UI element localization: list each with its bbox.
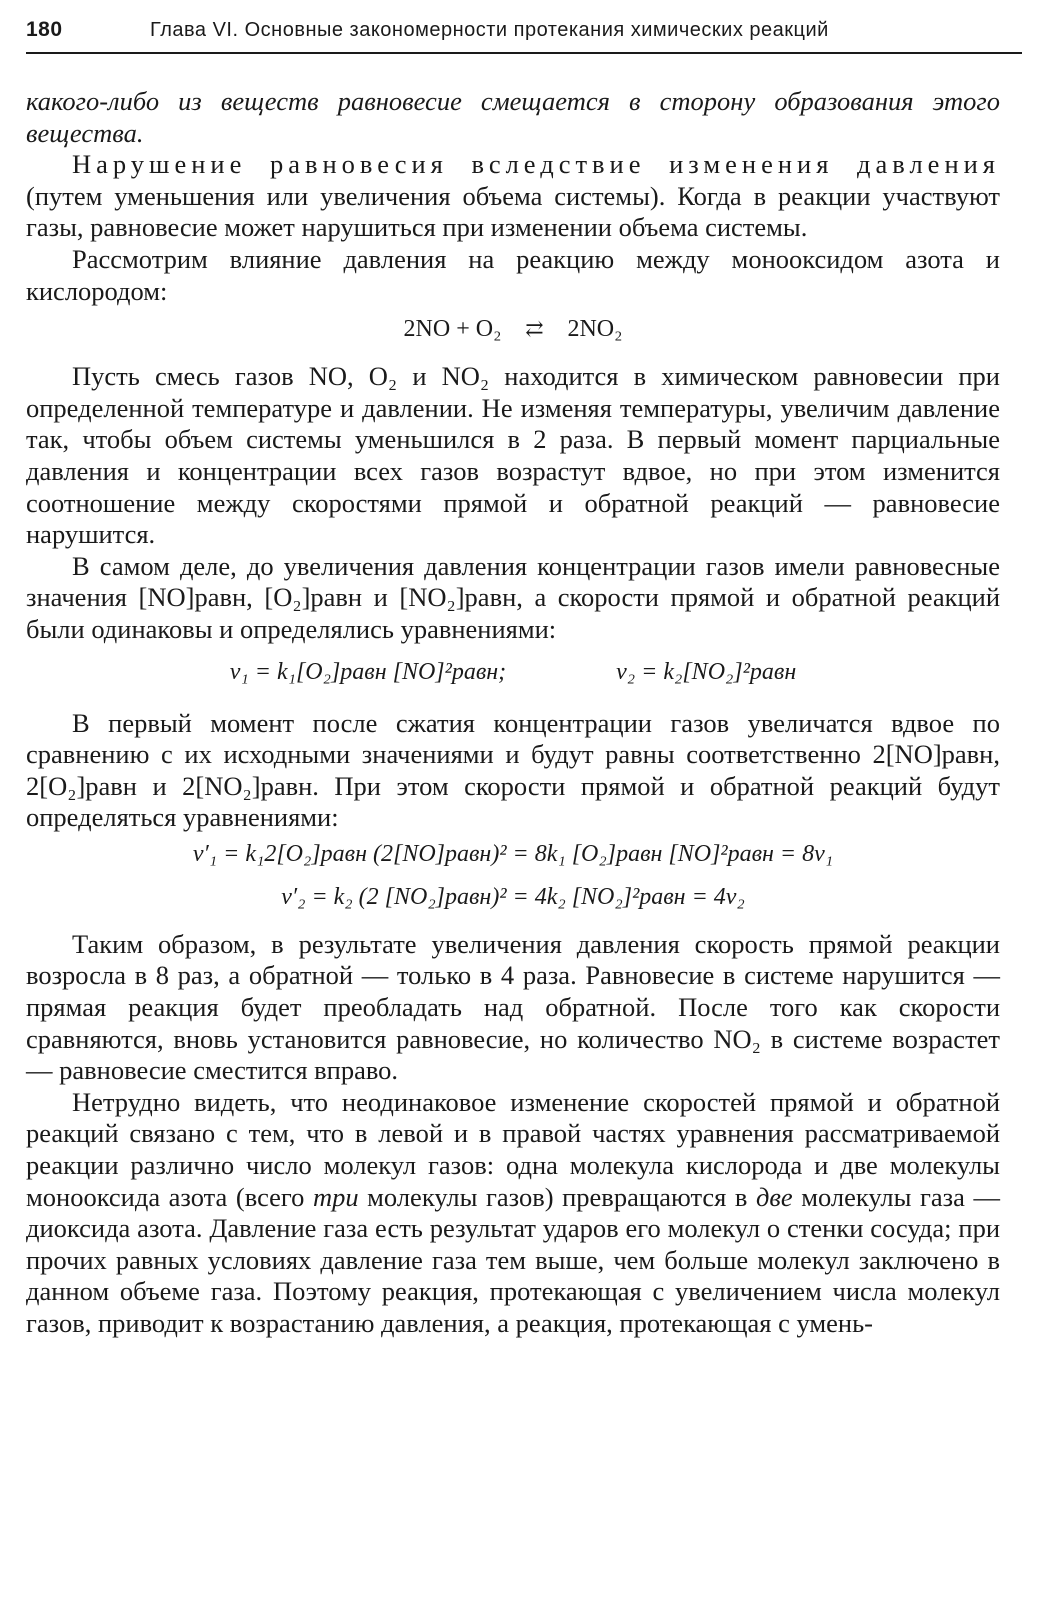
rate-equations	[26, 648, 1000, 708]
page-number: 180	[26, 18, 63, 41]
paragraph-after-compression: В первый момент после сжатия концентрации газов увеличатся вдвое по сравнению с их исходными значениями и будут равны соответственно 2[NO]равн, 2[O₂]равн и 2[NO₂]равн. При этом скорости прямой и обратной реакций будут определяться уравнениями:	[26, 707, 1000, 833]
page-header	[26, 18, 1022, 52]
paragraph-mixture: Пусть смесь газов NO, O₂ и NO₂ находится в химическом равновесии при определенной температуре и давлении. Не изменяя температуры, увеличим давление так, чтобы объем системы уменьшился в 2 раза. В первый момент парциальные давления и концентрации всех газов возрастут вдвое, но при этом изменится соотношение между скоростями прямой и обратной реакций — равновесие нарушится.	[26, 361, 1000, 550]
reaction-equation: 2NO + O₂ ⇄ 2NO₂	[26, 309, 1000, 361]
running-head: Глава VI. Основные закономерности протекания химических реакций	[150, 19, 829, 41]
paragraph-molecules: Нетрудно видеть, что неодинаковое изменение скоростей прямой и обратной реакций связано с тем, что в левой и в правой частях уравнения рассматриваемой реакции различно число молекул газов: одна молекула кислорода и две молекулы монооксида азота (всего три молекулы газов) превращаются в две молекулы газа — диоксида азота. Давление газа есть результат ударов его молекул о стенки сосуда; при прочих равных условиях давление газа тем выше, чем больше молекул заключено в данном объеме газа. Поэтому реакция, протекающая с увеличением числа молекул газов, приводит к возрастанию давления, а реакция, протекающая с умень-	[26, 1086, 1000, 1338]
paragraph-conclusion: Таким образом, в результате увеличения давления скорость прямой реакции возросла в 8 раз, а обратной — только в 4 раза. Равновесие в системе нарушится — прямая реакция будет преобладать над обратной. После того как скорости сравняются, вновь установится равновесие, но количество NO₂ в системе возрастет — равновесие сместится вправо.	[26, 928, 1000, 1086]
paragraph-continuation: какого-либо из веществ равновесие смещается в сторону образования этого вещества.	[26, 86, 1000, 148]
paragraph-pressure-intro: Нарушение равновесия вследствие изменения давления (путем уменьшения или увеличения объема системы). Когда в реакции участвуют газы, равновесие может нарушиться при изменении объема системы.	[26, 149, 1000, 243]
paragraph-consider: Рассмотрим влияние давления на реакцию между монооксидом азота и кислородом:	[26, 243, 1000, 306]
spaced-heading: Нарушение равновесия вследствие изменения давления	[72, 149, 1000, 180]
paragraph-indeed: В самом деле, до увеличения давления концентрации газов имели равновесные значения [NO]равн, [O₂]равн и [NO₂]равн, а скорости прямой и обратной реакций были одинаковы и определялись уравнениями:	[26, 550, 1000, 644]
rate-equation-forward-new: v′₁ = k₁2[O₂]равн (2[NO]равн)² = 8k₁ [O₂]равн [NO]²равн = 8v₁	[192, 840, 834, 867]
equilibrium-arrow-icon: ⇄	[525, 316, 544, 342]
rate-equation-reverse: v₂ = k₂[NO₂]²равн	[616, 658, 797, 685]
header-rule	[26, 52, 1022, 54]
rate-equation-forward: v₁ = k₁[O₂]равн [NO]²равн;	[229, 658, 507, 685]
page-body	[26, 86, 1000, 1340]
rate-equation-reverse-new: v′₂ = k₂ (2 [NO₂]равн)² = 4k₂ [NO₂]²равн = 4v₂	[281, 883, 745, 910]
